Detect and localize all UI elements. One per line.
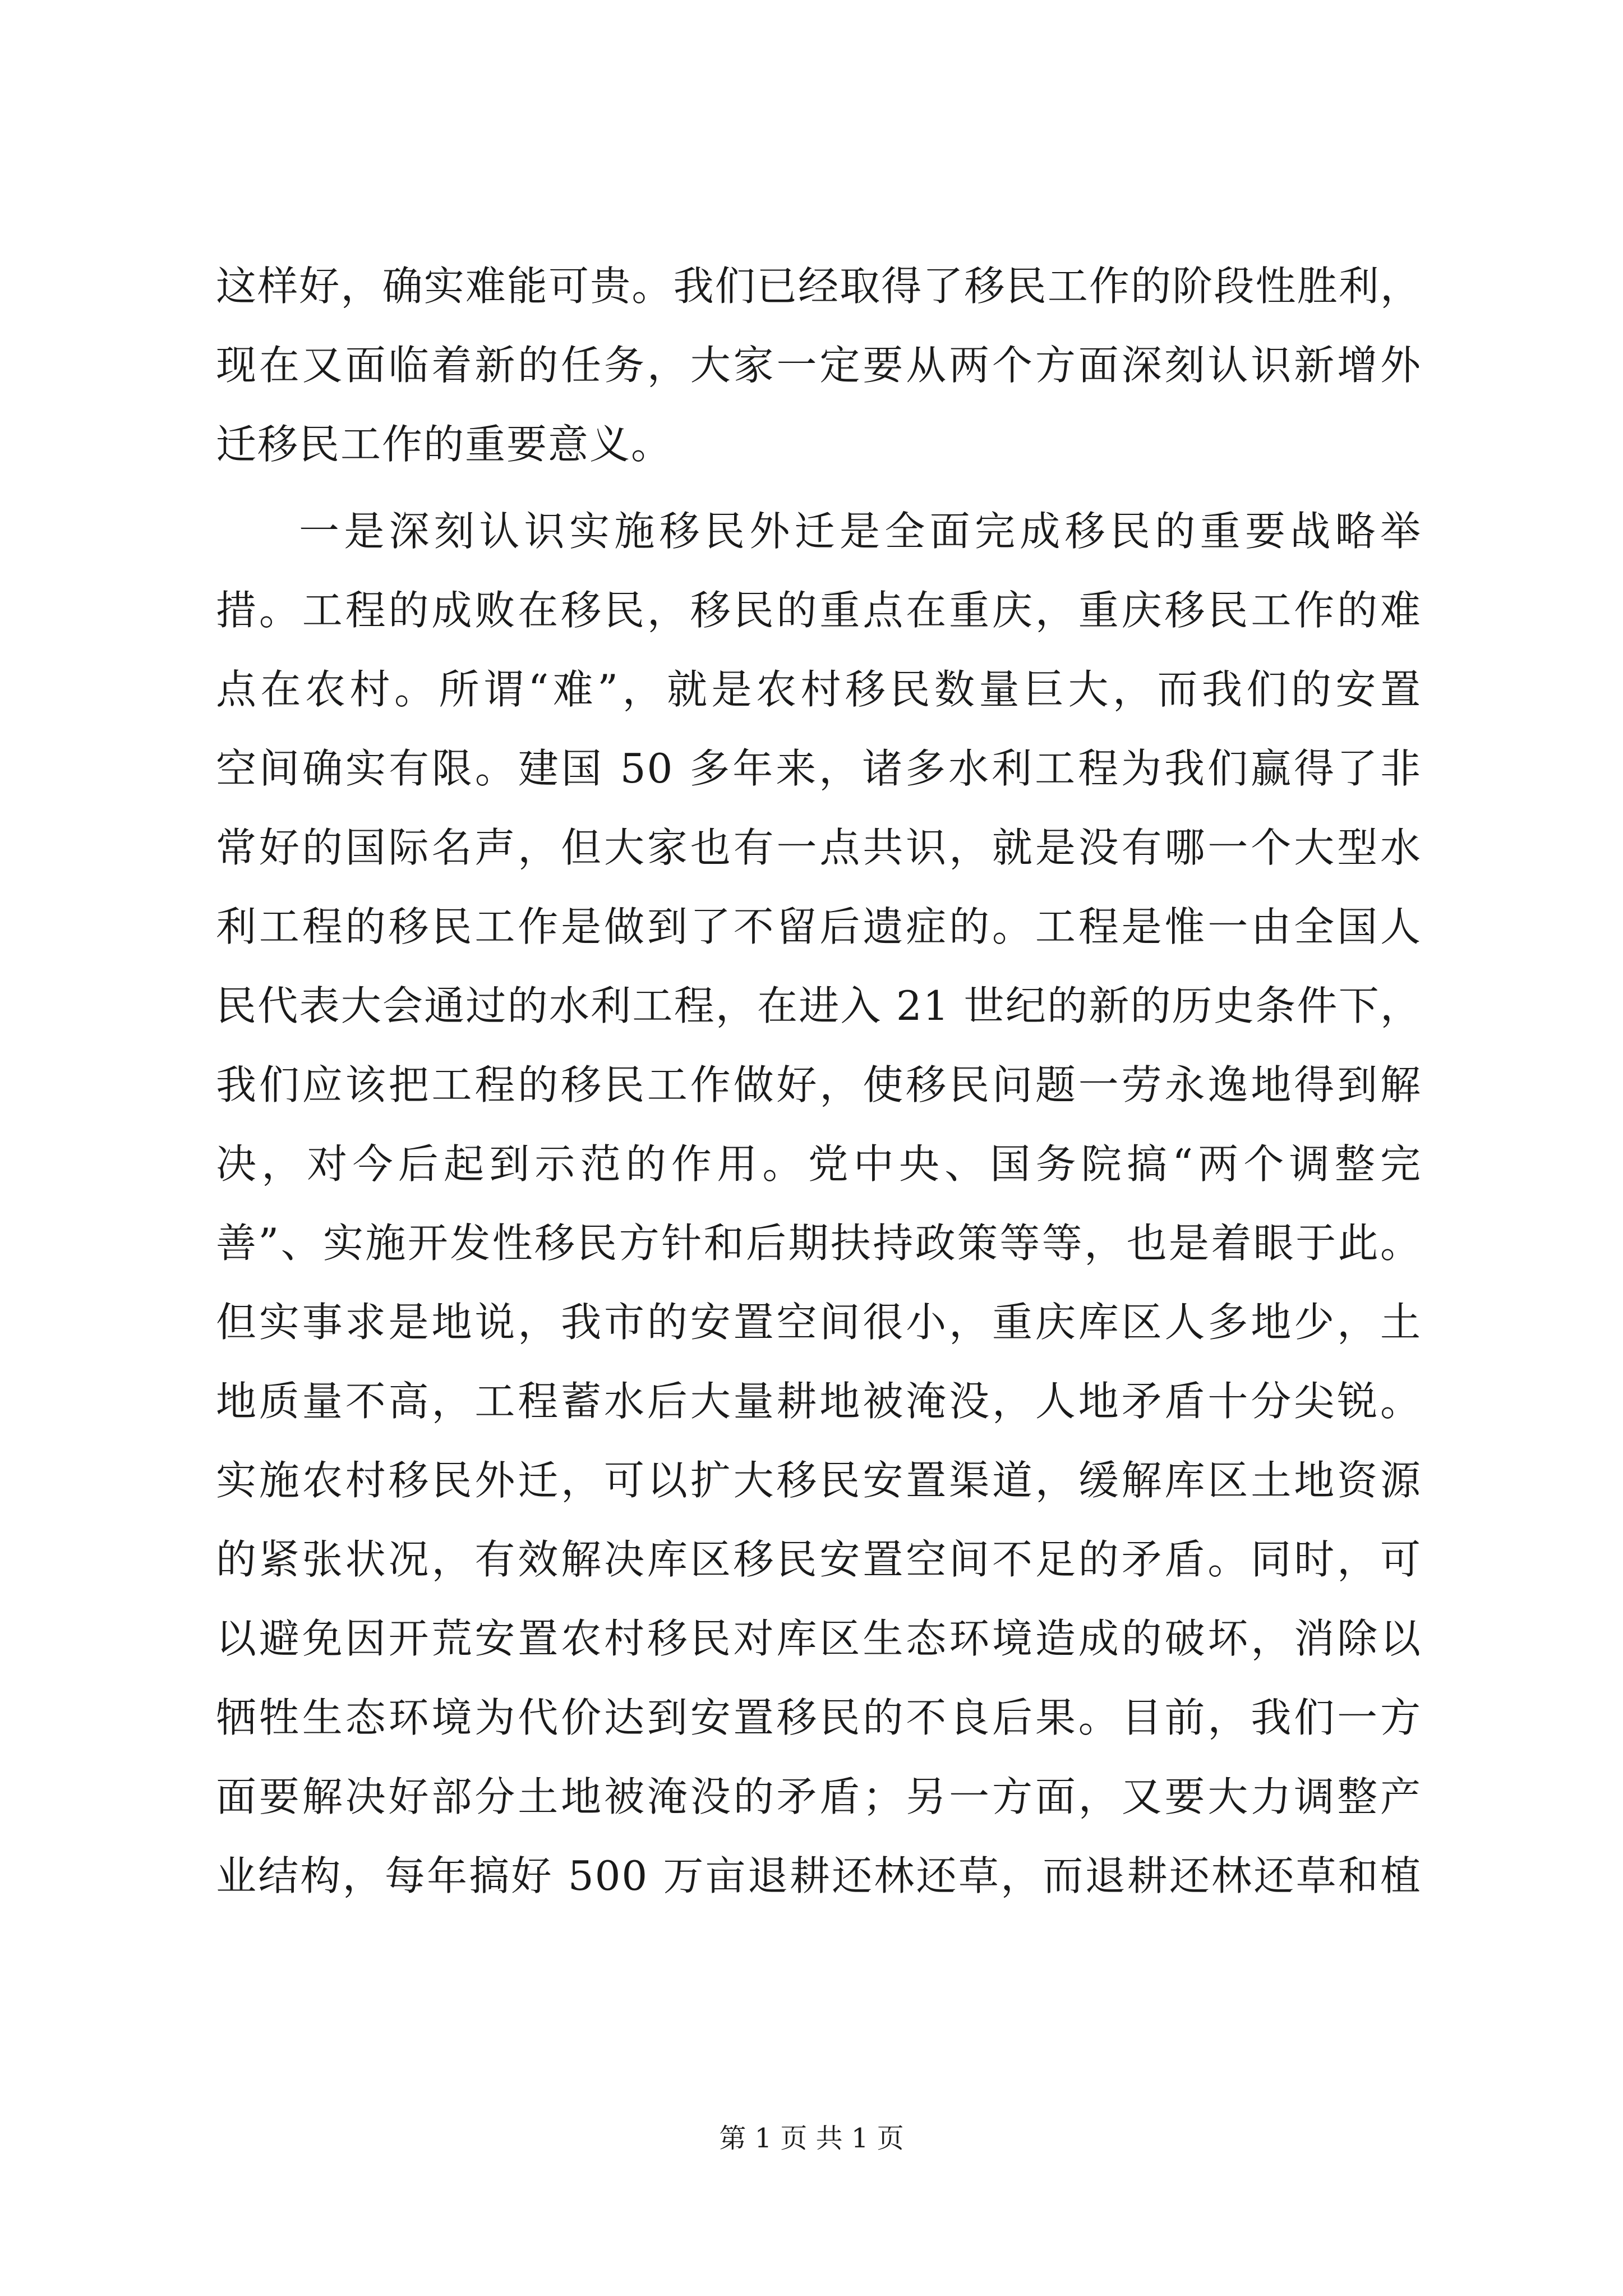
text-line: 点在农村。所谓“难”，就是农村移民数量巨大，而我们的安置	[216, 666, 1422, 713]
text-line: 我们应该把工程的移民工作做好，使移民问题一劳永逸地得到解	[216, 1061, 1422, 1108]
text-line: 利工程的移民工作是做到了不留后遗症的。工程是惟一由全国人	[216, 903, 1422, 950]
text-line: 面要解决好部分土地被淹没的矛盾；另一方面，又要大力调整产	[216, 1773, 1422, 1820]
text-line: 常好的国际名声，但大家也有一点共识，就是没有哪一个大型水	[216, 824, 1422, 871]
text-line: 牺牲生态环境为代价达到安置移民的不良后果。目前，我们一方	[216, 1694, 1422, 1741]
text-line: 这样好，确实难能可贵。我们已经取得了移民工作的阶段性胜利，	[216, 263, 1422, 310]
text-line: 决，对今后起到示范的作用。党中央、国务院搞“两个调整完	[216, 1140, 1422, 1188]
text-line: 的紧张状况，有效解决库区移民安置空间不足的矛盾。同时，可	[216, 1536, 1422, 1583]
page-number-footer: 第 1 页 共 1 页	[719, 2123, 904, 2154]
text-line: 措。工程的成败在移民，移民的重点在重庆，重庆移民工作的难	[216, 587, 1422, 634]
paragraph-2	[216, 492, 1422, 1916]
document-body	[216, 247, 1422, 1916]
paragraph-1	[216, 247, 1422, 484]
text-line: 民代表大会通过的水利工程，在进入 21 世纪的新的历史条件下，	[216, 982, 1422, 1029]
text-line: 以避免因开荒安置农村移民对库区生态环境造成的破坏，消除以	[216, 1615, 1422, 1662]
text-line: 善”、实施开发性移民方针和后期扶持政策等等，也是着眼于此。	[216, 1220, 1422, 1267]
text-line: 地质量不高，工程蓄水后大量耕地被淹没，人地矛盾十分尖锐。	[216, 1378, 1422, 1425]
text-line: 空间确实有限。建国 50 多年来，诸多水利工程为我们赢得了非	[216, 745, 1422, 792]
text-line: 业结构，每年搞好 500 万亩退耕还林还草，而退耕还林还草和植	[216, 1852, 1422, 1899]
text-line: 但实事求是地说，我市的安置空间很小，重庆库区人多地少，土	[216, 1299, 1422, 1346]
text-line: 现在又面临着新的任务，大家一定要从两个方面深刻认识新增外	[216, 342, 1422, 389]
text-line: 一是深刻认识实施移民外迁是全面完成移民的重要战略举	[299, 508, 1422, 555]
text-line: 迁移民工作的重要意义。	[216, 421, 673, 468]
text-line: 实施农村移民外迁，可以扩大移民安置渠道，缓解库区土地资源	[216, 1457, 1422, 1504]
